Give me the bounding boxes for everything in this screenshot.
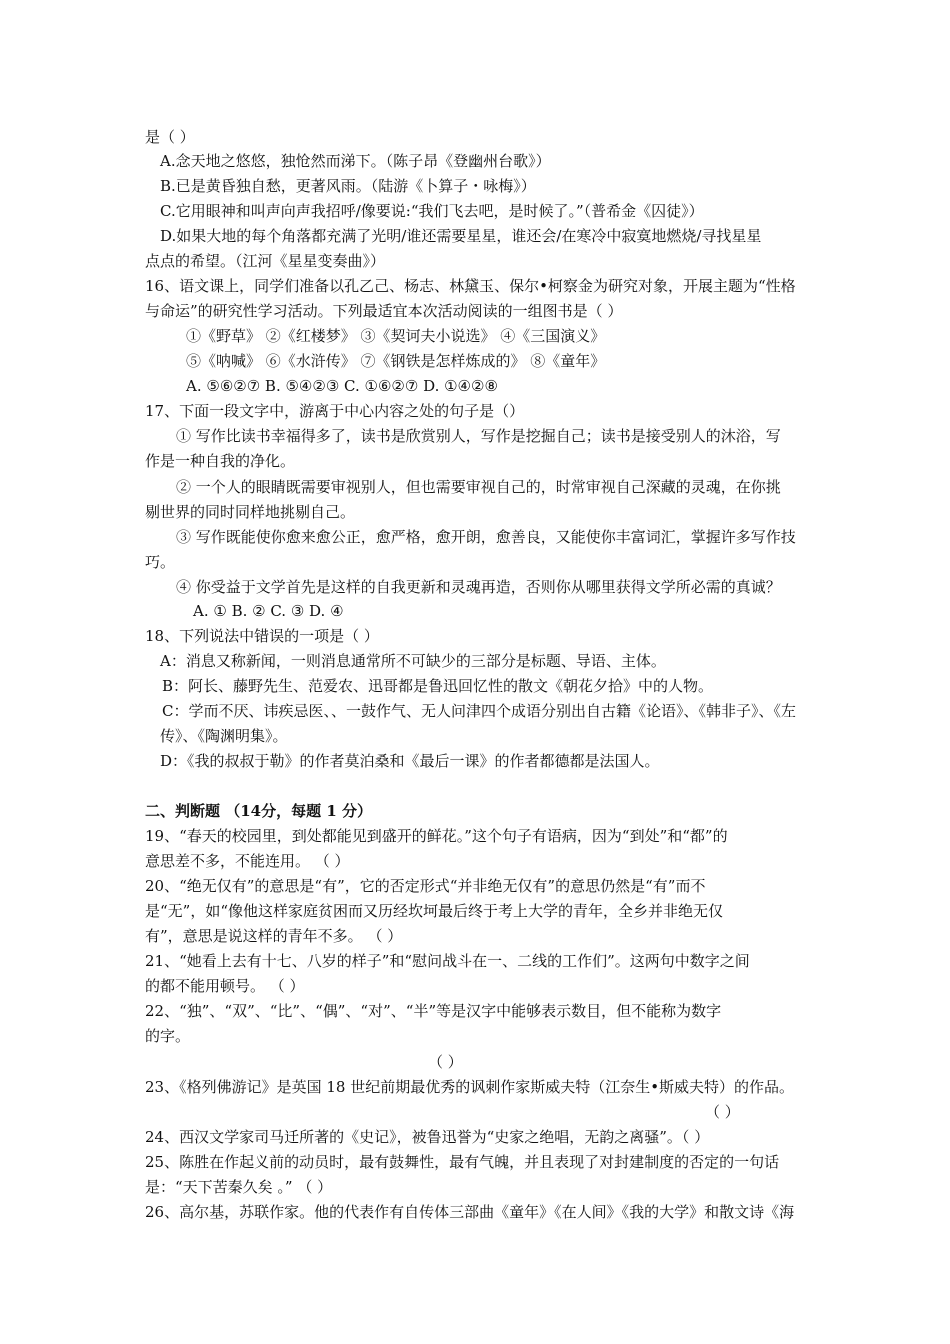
text-line: 22、“独”、“双”、“比”、“偶”、“对”、“半”等是汉字中能够表示数目，但不能称为数字 (145, 1002, 722, 1020)
text-line: （ ） (428, 1053, 463, 1071)
text-line: 26、高尔基，苏联作家。他的代表作有自传体三部曲《童年》《在人间》《我的大学》和散文诗《海 (145, 1203, 795, 1221)
text-line: 是：“天下苦秦久矣 。” （ ） (145, 1178, 333, 1196)
text-line: 有”，意思是说这样的青年不多。 （ ） (145, 927, 403, 945)
text-line: （ ） (705, 1103, 740, 1121)
section-heading: 二、判断题 （14分，每题 1 分） (145, 802, 372, 820)
text-line: C.它用眼神和叫声向声我招呼/像要说:“我们飞去吧，是时候了。”（普希金《囚徒》） (160, 202, 704, 220)
text-line: 意思差不多，不能连用。 （ ） (145, 852, 350, 870)
text-line: 25、陈胜在作起义前的动员时，最有鼓舞性，最有气魄，并且表现了对封建制度的否定的一句话 (145, 1153, 780, 1171)
text-line: 剔世界的同时同样地挑剔自己。 (145, 503, 356, 521)
text-line: ② 一个人的眼睛既需要审视别人，但也需要审视自己的，时常审视自己深藏的灵魂，在你挑 (176, 478, 781, 496)
text-line: 24、西汉文学家司马迁所著的《史记》，被鲁迅誉为“史家之绝唱，无韵之离骚”。（ ） (145, 1128, 710, 1146)
text-line: 是（ ） (145, 128, 195, 146)
text-line: 21、“她看上去有十七、八岁的样子”和“慰问战斗在一、二线的工作们”。这两句中数字之间 (145, 952, 750, 970)
text-line: 巧。 (145, 553, 176, 571)
text-line: 点点的希望。（江河《星星变奏曲》） (145, 252, 386, 270)
text-line: 18、下列说法中错误的一项是（ ） (145, 627, 379, 645)
text-line: ⑤《呐喊》 ⑥《水浒传》 ⑦《钢铁是怎样炼成的》 ⑧《童年》 (186, 352, 606, 370)
text-line: 传》、《陶渊明集》。 (160, 727, 288, 745)
text-line: D.如果大地的每个角落都充满了光明/谁还需要星星，谁还会/在寒冷中寂寞地燃烧/寻找星星 (160, 227, 762, 245)
text-line: B：阿长、藤野先生、范爱农、迅哥都是鲁迅回忆性的散文《朝花夕拾》中的人物。 (162, 677, 714, 695)
text-line: C：学而不厌、讳疾忌医、、一鼓作气、无人问津四个成语分别出自古籍《论语》、《韩非子》、《左 (162, 702, 796, 720)
text-line: D：《我的叔叔于勒》的作者莫泊桑和《最后一课》的作者都德都是法国人。 (160, 752, 660, 770)
text-line: 与命运”的研究性学习活动。下列最适宜本次活动阅读的一组图书是（ ） (145, 302, 623, 320)
text-line: 的字。 (145, 1027, 191, 1045)
text-line: B.已是黄昏独自愁，更著风雨。（陆游《卜算子・咏梅》） (160, 177, 536, 195)
text-line: ①《野草》 ②《红楼梦》 ③《契诃夫小说选》 ④《三国演义》 (186, 327, 606, 345)
text-line: 23、《格列佛游记》是英国 18 世纪前期最优秀的讽刺作家斯威夫特（江奈生•斯威夫特）的作品。 (145, 1078, 795, 1096)
text-line: A：消息又称新闻，一则消息通常所不可缺少的三部分是标题、导语、主体。 (160, 652, 666, 670)
text-line: ③ 写作既能使你愈来愈公正，愈严格，愈开朗，愈善良，又能使你丰富词汇，掌握许多写作技 (176, 528, 796, 546)
text-line: ④ 你受益于文学首先是这样的自我更新和灵魂再造，否则你从哪里获得文学所必需的真诚？ (176, 578, 781, 596)
text-line: 17、下面一段文字中，游离于中心内容之处的句子是（） (145, 402, 525, 420)
text-line: ① 写作比读书幸福得多了，读书是欣赏别人，写作是挖掘自己；读书是接受别人的沐浴，写 (176, 427, 781, 445)
text-line: 19、“春天的校园里，到处都能见到盛开的鲜花。”这个句子有语病，因为“到处”和“都”的 (145, 827, 728, 845)
text-line: A. ① B. ② C. ③ D. ④ (193, 602, 344, 620)
text-line: 作是一种自我的净化。 (145, 452, 296, 470)
text-line: 的都不能用顿号。 （ ） (145, 977, 305, 995)
text-line: 20、“绝无仅有”的意思是“有”，它的否定形式“并非绝无仅有”的意思仍然是“有”而不 (145, 877, 706, 895)
text-line: 是“无”，如“像他这样家庭贫困而又历经坎坷最后终于考上大学的青年，全乡并非绝无仅 (145, 902, 724, 920)
text-line: A. ⑤⑥②⑦ B. ⑤④②③ C. ①⑥②⑦ D. ①④②⑧ (186, 377, 498, 395)
text-line: A.念天地之悠悠，独怆然而涕下。（陈子昂《登幽州台歌》） (160, 152, 551, 170)
text-line: 16、语文课上，同学们准备以孔乙己、杨志、林黛玉、保尔•柯察金为研究对象，开展主题为“性格 (145, 277, 796, 295)
